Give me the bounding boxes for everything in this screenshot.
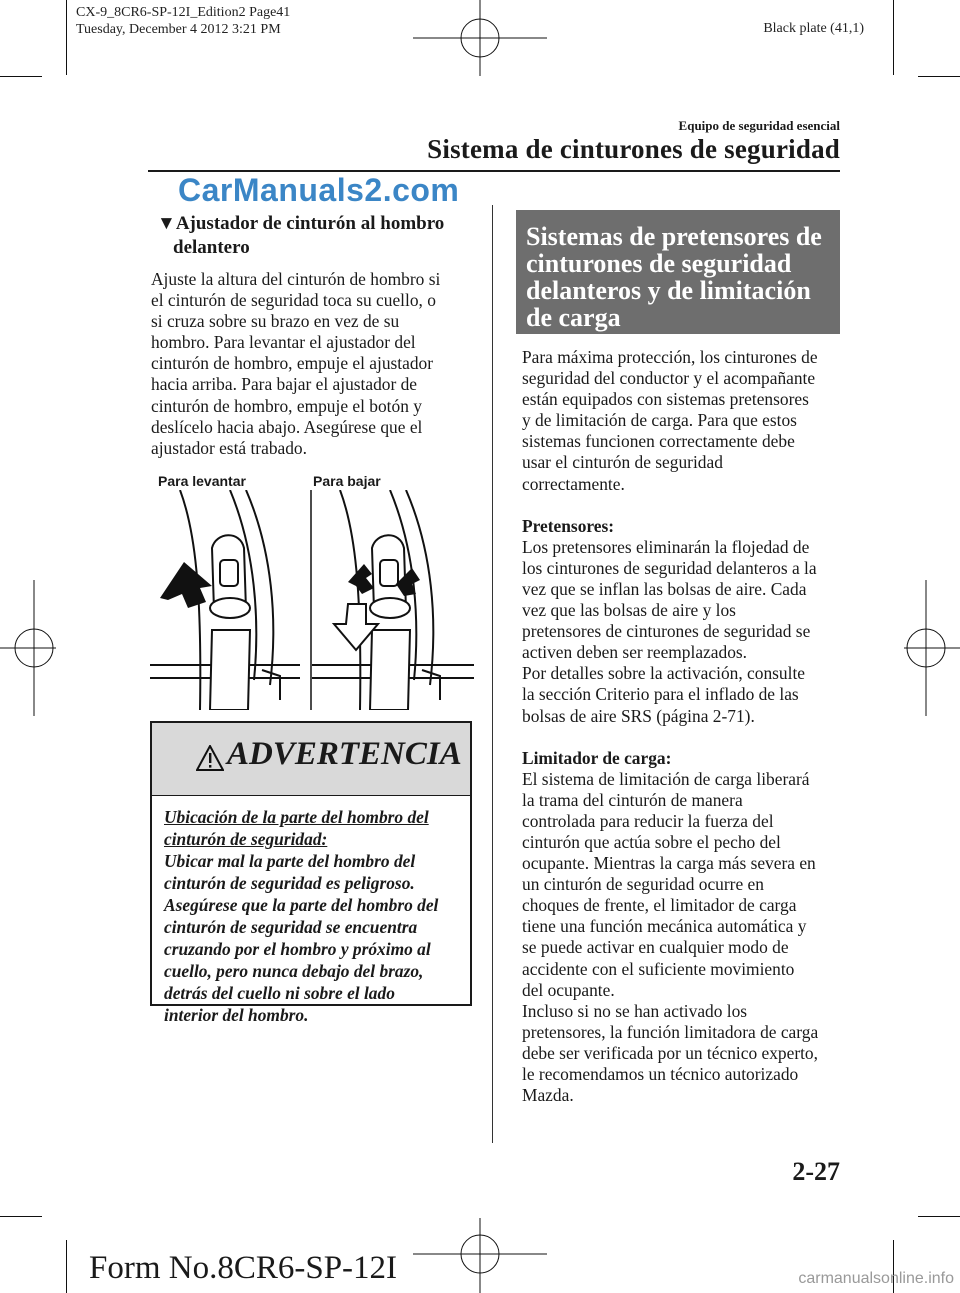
text-line: un cinturón de seguridad ocurre en xyxy=(522,874,764,895)
crop-mark xyxy=(918,76,960,77)
crop-mark xyxy=(893,0,894,75)
text-line: seguridad del conductor y el acompañante xyxy=(522,368,816,389)
text-line: bolsas de aire SRS (página 2-71). xyxy=(522,705,755,726)
press-arrow-left-icon xyxy=(348,564,374,594)
crop-mark xyxy=(66,1240,67,1293)
subheading xyxy=(157,212,477,260)
text-line: el cinturón de seguridad toca su cuello, o xyxy=(151,290,436,311)
text-line: tiene una función mecánica automática y xyxy=(522,916,807,937)
subheading-line2: delantero xyxy=(173,237,250,258)
text-line: y de limitación de carga. Para que estos xyxy=(522,410,797,431)
text-line: cinturón de hombro, empuje el ajustador xyxy=(151,353,434,374)
page-number: 2-27 xyxy=(792,1157,840,1186)
text-line: Ajuste la altura del cinturón de hombro si xyxy=(151,269,441,289)
arrow-up-icon xyxy=(160,562,212,608)
warning-header xyxy=(152,723,470,796)
belt-right xyxy=(370,535,410,710)
text-line: Los pretensores eliminarán la flojedad de xyxy=(522,536,810,557)
section-title: Sistema de cinturones de seguridad xyxy=(427,134,840,164)
warning-text xyxy=(152,796,470,1036)
text-line: sistemas funcionen correctamente debe xyxy=(522,431,795,452)
registration-mark-bottom xyxy=(413,1218,547,1293)
text-line: están equipados con sistemas pretensores xyxy=(522,389,809,410)
crop-mark xyxy=(66,0,67,75)
text-line: la sección Criterio para el inflado de las xyxy=(522,684,799,705)
warning-line: cinturón de seguridad es peligroso. xyxy=(164,873,415,893)
text-line: los cinturones de seguridad delanteros a la xyxy=(522,557,817,578)
belt-left xyxy=(210,535,250,710)
text-line: debe ser verificada por un técnico experto, xyxy=(522,1042,818,1063)
text-line: correctamente. xyxy=(522,473,625,494)
text-line: ocupante. Mientras la carga más severa en xyxy=(522,853,816,874)
text-line: Incluso si no se han activado los xyxy=(522,1000,748,1021)
section-heading-line: de carga xyxy=(526,303,621,332)
adjuster-paragraph xyxy=(151,269,481,459)
site-watermark: carmanualsonline.info xyxy=(798,1270,954,1287)
text-line: accidente con el suficiente movimiento xyxy=(522,958,795,979)
label-raise: Para levantar xyxy=(158,473,246,489)
warning-heading-line: cinturón de seguridad: xyxy=(164,829,328,849)
text-line: hombro. Para levantar el ajustador del xyxy=(151,332,416,353)
text-line: controlada para reducir la fuerza del xyxy=(522,810,774,831)
registration-mark-left xyxy=(0,578,56,718)
label-lower: Para bajar xyxy=(313,473,381,489)
warning-line: cruzando por el hombro y próximo al xyxy=(164,939,431,959)
warning-box xyxy=(150,721,472,1025)
warning-line: Ubicar mal la parte del hombro del xyxy=(164,851,416,871)
text-line: usar el cinturón de seguridad xyxy=(522,452,723,473)
belt-adjuster-illustration xyxy=(150,490,474,710)
form-number: Form No.8CR6-SP-12I xyxy=(89,1250,398,1286)
crop-mark xyxy=(0,1216,42,1217)
text-line: vez que se inflan las bolsas de aire. Cada xyxy=(522,578,807,599)
crop-mark xyxy=(0,76,42,77)
section-heading-box xyxy=(516,210,840,334)
text-line: si cruza sobre su brazo en vez de su xyxy=(151,311,400,332)
subheading-line1: Ajustador de cinturón al hombro xyxy=(175,213,445,234)
text-line: cinturón de hombro, empuje el botón y xyxy=(151,395,422,416)
triangle-marker-icon: ▼ xyxy=(157,213,176,234)
warning-line: Asegúrese que la parte del hombro del xyxy=(164,895,439,915)
warning-line: detrás del cuello ni sobre el lado xyxy=(164,983,395,1003)
text-line: El sistema de limitación de carga liberará xyxy=(522,768,810,789)
warning-heading-line: Ubicación de la parte del hombro del xyxy=(164,807,429,827)
text-line: se puede activar en cualquier modo de xyxy=(522,937,789,958)
pretensores-heading: Pretensores: xyxy=(522,515,615,536)
print-meta-line1: CX-9_8CR6-SP-12I_Edition2 Page41 xyxy=(76,5,291,20)
warning-line: cuello, pero nunca debajo del brazo, xyxy=(164,961,424,981)
registration-mark-top xyxy=(413,0,547,80)
text-line: ajustador está trabado. xyxy=(151,437,307,458)
warning-line: cinturón de seguridad se encuentra xyxy=(164,917,418,937)
text-line: activen deben ser reemplazados. xyxy=(522,642,747,663)
warning-triangle-icon xyxy=(196,745,224,771)
crop-mark xyxy=(918,1216,960,1217)
limitador-heading: Limitador de carga: xyxy=(522,747,672,768)
text-line: del ocupante. xyxy=(522,979,615,1000)
section-heading-line: cinturones de seguridad xyxy=(526,249,792,278)
text-line: hacia arriba. Para bajar el ajustador de xyxy=(151,374,418,395)
section-heading-line: Sistemas de pretensores de xyxy=(526,222,822,251)
watermark-logo: CarManuals2.com xyxy=(178,172,460,208)
column-divider xyxy=(492,205,493,1143)
registration-mark-right xyxy=(904,578,960,718)
pretensioner-text xyxy=(522,347,852,1106)
text-line: Para máxima protección, los cinturones de xyxy=(522,347,818,367)
text-line: Por detalles sobre la activación, consulte xyxy=(522,663,805,684)
plate-label: Black plate (41,1) xyxy=(763,21,864,36)
warning-line: interior del hombro. xyxy=(164,1005,309,1025)
text-line: pretensores de cinturones de seguridad se xyxy=(522,621,811,642)
warning-title: ADVERTENCIA xyxy=(227,736,462,772)
text-line: vez que las bolsas de aire y los xyxy=(522,600,736,621)
text-line: cinturón que actúa sobre el pecho del xyxy=(522,831,781,852)
chapter-title: Equipo de seguridad esencial xyxy=(678,118,840,133)
print-meta xyxy=(76,4,290,38)
text-line: deslícelo hacia abajo. Asegúrese que el xyxy=(151,416,423,437)
print-meta-line2: Tuesday, December 4 2012 3:21 PM xyxy=(76,22,281,37)
text-line: Mazda. xyxy=(522,1085,574,1106)
text-line: pretensores, la función limitadora de carga xyxy=(522,1021,819,1042)
text-line: la trama del cinturón de manera xyxy=(522,789,743,810)
text-line: le recomendamos un técnico autorizado xyxy=(522,1064,799,1084)
text-line: choques de frente, el limitador de carga xyxy=(522,895,797,916)
section-heading-line: delanteros y de limitación xyxy=(526,276,811,305)
